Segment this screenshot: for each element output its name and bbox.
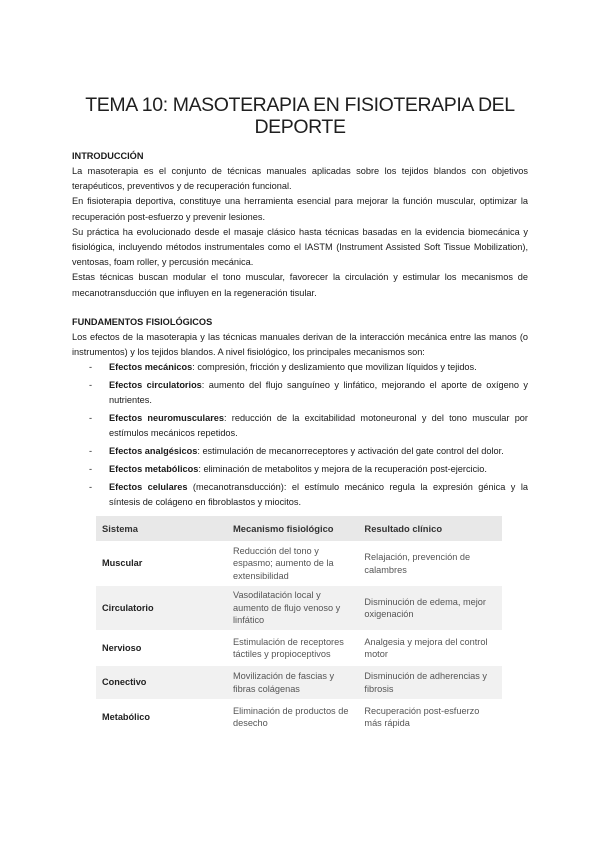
cell-sistema: Circulatorio [96,586,227,630]
cell-mecanismo: Reducción del tono y espasmo; aumento de la extensibilidad [227,541,358,586]
effect-item [72,360,528,375]
effect-item [72,480,528,510]
effect-label: Efectos metabólicos [109,463,199,474]
intro-heading: INTRODUCCIÓN [72,151,144,161]
table-row [96,541,502,586]
effect-text: : aumento del flujo sanguíneo y linfático, mejorando el aporte de oxígeno y nutrientes. [109,380,528,406]
cell-sistema: Muscular [96,541,227,586]
cell-mecanismo: Estimulación de receptores táctiles y propioceptivos [227,630,358,666]
effect-label: Efectos mecánicos [109,362,193,373]
cell-resultado: Analgesia y mejora del control motor [358,630,502,666]
intro-paragraph-1: La masoterapia es el conjunto de técnicas manuales aplicadas sobre los tejidos blandos con objetivos terapéuticos, preventivos y de recuperación funcional. [72,166,528,192]
effect-text: : estimulación de mecanorreceptores y activación del gate control del dolor. [197,446,504,457]
table-row [96,586,502,630]
table-header-row [96,516,502,541]
table-row [96,630,502,666]
effect-item [72,444,528,459]
cell-resultado: Disminución de adherencias y fibrosis [358,666,502,699]
fundamentos-intro: Los efectos de la masoterapia y las técnicas manuales derivan de la interacción mecánica entre las manos (o instrumentos) y los tejidos blandos. A nivel fisiológico, los principales mecanismos son: [72,331,528,358]
effect-text: (mecanotransducción): el estímulo mecánico regula la expresión génica y la síntesis de colágeno en fibroblastos y miocitos. [109,481,528,507]
document-page [72,94,528,513]
effects-list [72,360,528,510]
header-mecanismo: Mecanismo fisiológico [227,516,358,541]
header-resultado: Resultado clínico [358,516,502,541]
document-title: TEMA 10: MASOTERAPIA EN FISIOTERAPIA DEL DEPORTE [85,94,515,138]
cell-sistema: Conectivo [96,666,227,699]
cell-mecanismo: Vasodilatación local y aumento de flujo venoso y linfático [227,586,358,630]
effect-item [72,462,528,477]
list-dash: - [89,362,93,373]
cell-mecanismo: Movilización de fascias y fibras colágenas [227,666,358,699]
physiology-table [96,516,502,735]
effect-text: : eliminación de metabolitos y mejora de la recuperación post-ejercicio. [198,463,487,474]
cell-mecanismo: Eliminación de productos de desecho [227,699,358,735]
effect-label: Efectos neuromusculares [109,413,224,424]
intro-paragraph-2: En fisioterapia deportiva, constituye una herramienta esencial para mejorar la función muscular, optimizar la recuperación post-esfuerzo y prevenir lesiones. [72,196,528,222]
intro-paragraph-3: Su práctica ha evolucionado desde el masaje clásico hasta técnicas basadas en la evidencia biomecánica y fisiológica, incluyendo métodos instrumentales como el IASTM (Instrument Assisted Soft Tissue Mobilization), ventosas, foam roller, y percusión mecánica. [72,226,528,268]
list-dash: - [89,481,93,492]
cell-sistema: Metabólico [96,699,227,735]
list-dash: - [89,380,93,391]
list-dash: - [89,463,93,474]
cell-sistema: Nervioso [96,630,227,666]
effect-label: Efectos circulatorios [109,380,202,391]
cell-resultado: Disminución de edema, mejor oxigenación [358,586,502,630]
table-row [96,699,502,735]
cell-resultado: Recuperación post-esfuerzo más rápida [358,699,502,735]
table-row [96,666,502,699]
effect-label: Efectos celulares [109,481,188,492]
list-dash: - [89,446,93,457]
header-sistema: Sistema [96,516,227,541]
intro-paragraph-4: Estas técnicas buscan modular el tono muscular, favorecer la circulación y estimular los mecanismos de mecanotransducción que influyen en la regeneración tisular. [72,272,528,298]
cell-resultado: Relajación, prevención de calambres [358,541,502,586]
effect-text: : reducción de la excitabilidad motoneuronal y del tono muscular por estímulos mecánicos repetidos. [109,413,528,439]
effect-text: : compresión, fricción y deslizamiento que movilizan líquidos y tejidos. [192,362,477,373]
fundamentos-heading: FUNDAMENTOS FISIOLÓGICOS [72,316,213,327]
list-dash: - [89,413,93,424]
effect-label: Efectos analgésicos [109,446,198,457]
effect-item [72,411,528,441]
effect-item [72,378,528,408]
